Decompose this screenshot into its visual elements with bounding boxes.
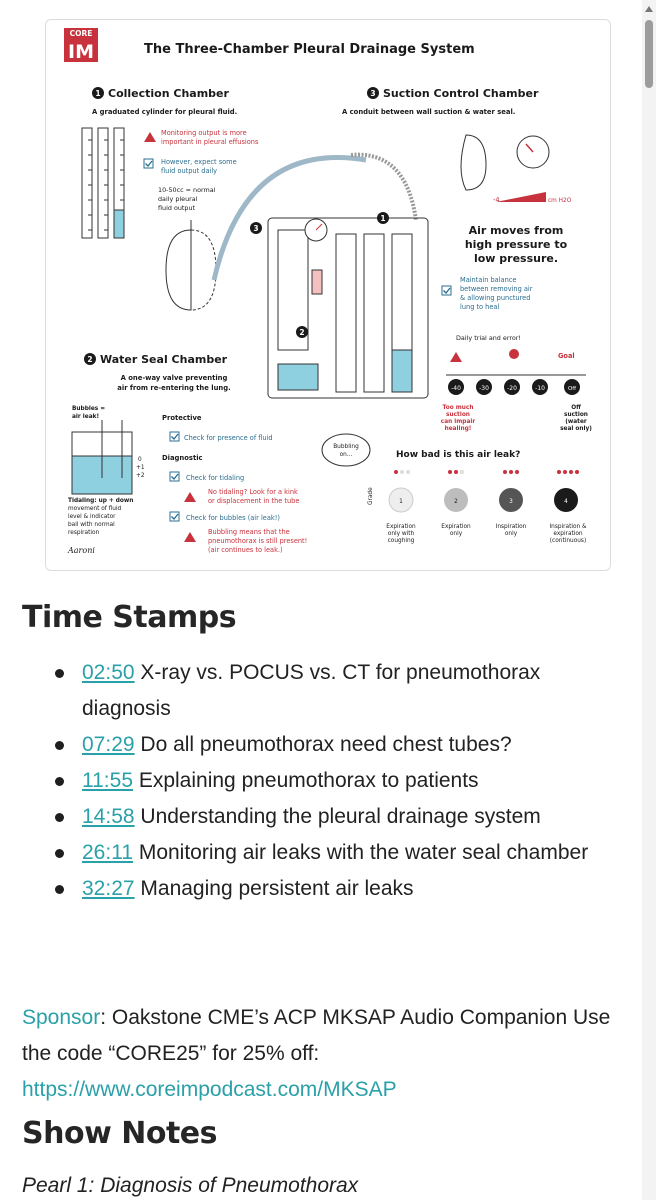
svg-text:coughing: coughing [387,538,415,544]
svg-text:can impair: can impair [440,419,476,425]
svg-text:Off: Off [567,386,577,392]
svg-text:+2: +2 [136,473,145,479]
svg-text:3: 3 [370,89,376,98]
svg-text:low pressure.: low pressure. [473,252,559,265]
timestamps-list [0,655,640,907]
svg-text:A one-way valve preventing: A one-way valve preventing [120,374,228,382]
list-item: 14:58 Understanding the pleural drainage system [0,799,640,835]
svg-text:Air moves from: Air moves from [468,224,564,237]
svg-text:on...: on... [339,452,353,458]
svg-text:No tidaling? Look for a kink: No tidaling? Look for a kink [208,488,298,496]
bullet-icon [55,669,64,678]
svg-text:Inspiration: Inspiration [495,524,527,530]
svg-text:ball with normal: ball with normal [68,522,115,528]
mksap-link[interactable]: https://www.coreimpodcast.com/MKSAP [22,1078,397,1101]
svg-text:1: 1 [95,89,101,98]
svg-text:level & indicator: level & indicator [68,514,116,520]
list-item: 26:11 Monitoring air leaks with the water seal chamber [0,835,640,871]
drainage-box-drawing [268,218,428,398]
svg-text:Too much: Too much [442,405,474,411]
svg-text:cm H2O: cm H2O [548,198,572,204]
svg-text:10-50cc = normal: 10-50cc = normal [158,186,216,194]
svg-text:(air continues to leak.): (air continues to leak.) [208,546,283,554]
bullet-icon [55,885,64,894]
svg-text:daily pleural: daily pleural [158,195,198,203]
svg-text:How bad is this air leak?: How bad is this air leak? [396,450,521,460]
svg-text:expiration: expiration [553,531,583,537]
sponsor-paragraph: Sponsor: Oakstone CME’s ACP MKSAP Audio Companion Use the code “CORE25” for 25% off: https://www.coreimpodcast.com/MKSAP [22,1006,611,1101]
svg-text:air leak!: air leak! [72,414,100,420]
svg-text:Tidaling: up + down: Tidaling: up + down [68,498,134,504]
svg-text:-10: -10 [535,385,545,392]
svg-text:Expiration: Expiration [441,524,471,530]
svg-text:3: 3 [509,499,513,505]
svg-text:Maintain balance: Maintain balance [460,276,517,284]
suction-tubing-drawing [351,155,416,220]
list-item: 07:29 Do all pneumothorax need chest tubes? [0,727,640,763]
svg-text:Check for bubbles (air leak!): Check for bubbles (air leak!) [186,514,280,522]
lungs-drawing [166,220,216,310]
svg-text:pneumothorax is still present!: pneumothorax is still present! [208,537,308,545]
svg-text:high pressure to: high pressure to [464,238,568,251]
svg-text:between removing air: between removing air [460,285,533,293]
svg-text:air from re-entering the lung.: air from re-entering the lung. [117,384,231,392]
svg-text:fluid output: fluid output [158,204,196,212]
scrollbar[interactable] [642,0,656,1200]
list-item: 02:50 X-ray vs. POCUS vs. CT for pneumothorax diagnosis [0,655,640,727]
svg-text:1: 1 [380,214,386,223]
svg-text:only with: only with [387,531,415,537]
timestamp-link[interactable]: 11:55 [82,769,133,792]
svg-text:only: only [449,531,463,537]
svg-text:Bubbles =: Bubbles = [72,406,106,412]
svg-text:IM: IM [68,41,94,63]
svg-text:movement of fluid: movement of fluid [68,506,122,512]
svg-text:Check for presence of fluid: Check for presence of fluid [184,434,273,442]
svg-text:However, expect some: However, expect some [161,158,237,166]
infographic-image [45,19,611,571]
collection-heading: Collection Chamber [108,87,229,100]
timestamp-link[interactable]: 07:29 [82,733,135,756]
bullet-icon [55,813,64,822]
timestamp-link[interactable]: 26:11 [82,841,133,864]
svg-text:Daily trial and error!: Daily trial and error! [456,334,521,342]
warning-icon [144,132,156,142]
svg-text:healing!: healing! [444,426,472,432]
svg-text:Goal: Goal [558,352,575,360]
svg-text:fluid output daily: fluid output daily [161,167,218,175]
suction-sub: A conduit between wall suction & water seal. [342,108,516,116]
pearl-subheading: Pearl 1: Diagnosis of Pneumothorax [22,1174,359,1197]
bullet-icon [55,741,64,750]
svg-text:(continuous): (continuous) [549,538,587,544]
svg-text:lung to heal: lung to heal [460,303,500,311]
svg-text:-20: -20 [507,385,517,392]
sponsor-label-link[interactable]: Sponsor [22,1006,101,1029]
svg-text:Grade: Grade [368,487,374,505]
infographic-svg [46,20,611,571]
scroll-up-arrow-icon[interactable] [645,6,653,12]
svg-text:seal only): seal only) [560,426,592,432]
svg-text:-4: -4 [493,196,500,204]
svg-text:3: 3 [253,224,259,233]
svg-text:-40: -40 [451,385,461,392]
svg-text:Expiration: Expiration [386,524,416,530]
svg-text:suction: suction [446,412,470,418]
svg-text:1: 1 [399,499,403,505]
bullet-icon [55,849,64,858]
time-stamps-heading: Time Stamps [22,600,237,635]
svg-text:4: 4 [564,499,568,505]
svg-text:-30: -30 [479,385,489,392]
svg-text:respiration: respiration [68,530,100,536]
svg-text:2: 2 [454,499,458,505]
core-im-logo [64,28,98,63]
svg-text:& allowing punctured: & allowing punctured [460,294,531,302]
svg-text:suction: suction [564,412,588,418]
svg-text:-20: -20 [534,196,545,204]
svg-text:(water: (water [565,419,587,425]
svg-text:Monitoring output is more: Monitoring output is more [161,129,247,137]
water-seal-heading: Water Seal Chamber [100,353,228,366]
suction-scale [448,379,580,395]
svg-text:Protective: Protective [162,414,202,422]
timestamp-link[interactable]: 14:58 [82,805,135,828]
svg-text:CORE: CORE [69,29,93,38]
svg-text:important in pleural effusions: important in pleural effusions [161,138,259,146]
svg-text:or displacement in the tube: or displacement in the tube [208,497,300,505]
suction-heading: Suction Control Chamber [383,87,539,100]
infographic-title: The Three-Chamber Pleural Drainage System [144,42,475,57]
svg-text:Inspiration &: Inspiration & [549,524,587,530]
checkbox-icon [144,159,153,168]
collection-sub: A graduated cylinder for pleural fluid. [92,108,238,116]
svg-text:Bubbling means that the: Bubbling means that the [208,528,290,536]
svg-text:only: only [504,531,518,537]
svg-text:2: 2 [299,328,305,337]
timestamp-link[interactable]: 02:50 [82,661,135,684]
bullet-icon [55,777,64,786]
svg-text:Off: Off [571,405,581,411]
svg-text:Diagnostic: Diagnostic [162,454,203,462]
graduated-cylinders-drawing [82,128,124,238]
suction-gauge-drawing [461,135,549,202]
list-item: 11:55 Explaining pneumothorax to patients [0,763,640,799]
artist-signature: Aaroni [68,546,95,555]
svg-text:Bubbling: Bubbling [333,444,359,450]
svg-text:Check for tidaling: Check for tidaling [186,474,245,482]
air-leak-grades [389,470,579,512]
show-notes-heading: Show Notes [22,1116,217,1151]
svg-text:+1: +1 [136,465,145,471]
scroll-thumb[interactable] [645,20,653,88]
list-item: 32:27 Managing persistent air leaks [0,871,640,907]
svg-text:0: 0 [138,457,142,463]
svg-text:2: 2 [87,355,93,364]
timestamp-link[interactable]: 32:27 [82,877,135,900]
water-seal-drawing [72,420,132,494]
